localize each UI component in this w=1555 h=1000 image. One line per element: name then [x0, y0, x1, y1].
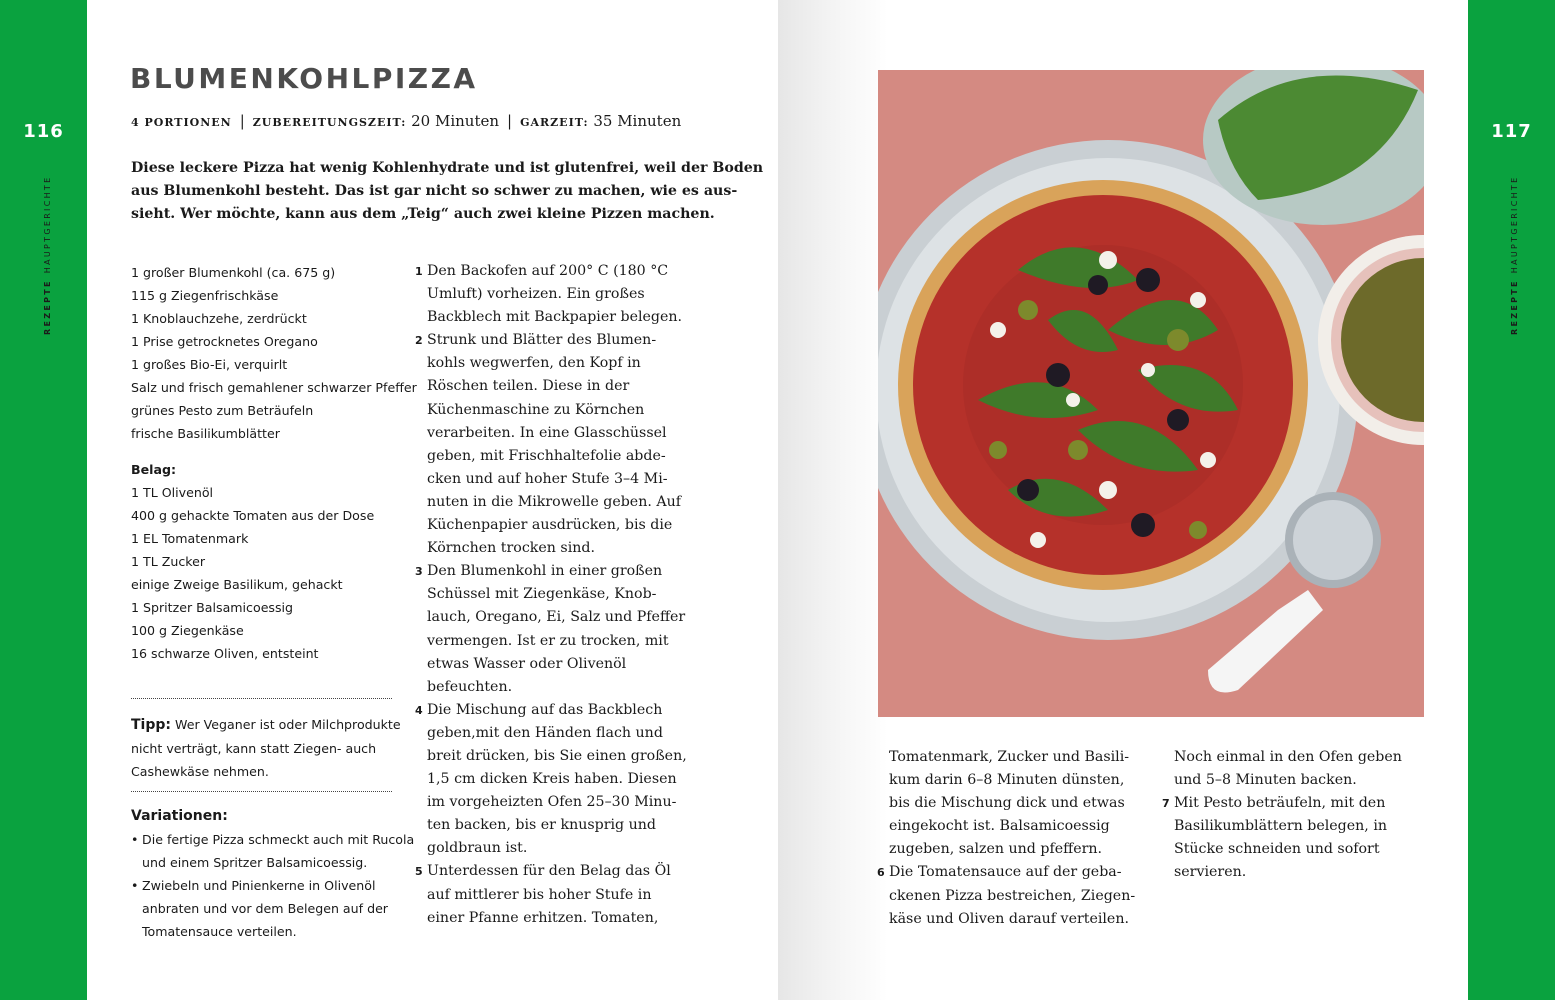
pizza-photo: [878, 70, 1424, 717]
step-line: Küchenmaschine zu Körnchen: [427, 401, 645, 418]
ingredient-item: 115 g Ziegenfrischkäse: [131, 288, 279, 303]
ingredient-item: Salz und frisch gemahlener schwarzer Pfeffer: [131, 380, 417, 395]
recipe-meta: 4 PORTIONEN | ZUBEREITUNGSZEIT: 20 Minuten | GARZEIT: 35 Minuten: [131, 112, 682, 130]
step-number: 6: [877, 866, 885, 880]
intro-line: aus Blumenkohl besteht. Das ist gar nicht so schwer zu machen, wie es aus-: [131, 183, 738, 199]
pizza-illustration: [878, 70, 1424, 717]
topping-item: 16 schwarze Oliven, entsteint: [131, 646, 319, 661]
variation-item: • Zwiebeln und Pinienkerne in Olivenöl: [131, 874, 414, 897]
step-line: Körnchen trocken sind.: [427, 540, 595, 557]
section-label-bold: REZEPTE: [1510, 279, 1519, 335]
step-line: nuten in die Mikrowelle geben. Auf: [427, 493, 681, 510]
intro-text: [131, 157, 764, 226]
step-line: vermengen. Ist er zu trocken, mit: [427, 632, 669, 649]
bullet: •: [131, 878, 139, 893]
step-line: 2 Strunk und Blätter des Blumen-: [415, 329, 687, 352]
step-number: 3: [415, 565, 423, 579]
step-line: geben,mit den Händen flach und: [427, 724, 663, 741]
variation-item: Tomatensauce verteilen.: [142, 924, 297, 939]
variations-box: [131, 805, 414, 943]
step-number: 7: [1162, 797, 1170, 811]
step-line: 1 Den Backofen auf 200° C (180 °C: [415, 260, 687, 283]
step-line: kum darin 6–8 Minuten dünsten,: [889, 772, 1125, 789]
method-steps-left: [415, 260, 687, 930]
step-line: Schüssel mit Ziegenkäse, Knob-: [427, 586, 657, 603]
step-line: und 5–8 Minuten backen.: [1174, 772, 1357, 789]
step-line: breit drücken, bis Sie einen großen,: [427, 747, 687, 764]
step-line: 5 Unterdessen für den Belag das Öl: [415, 860, 687, 883]
ingredient-item: 1 großer Blumenkohl (ca. 675 g): [131, 265, 336, 280]
step-line: cken und auf hoher Stufe 3–4 Mi-: [427, 470, 668, 487]
step-line: zugeben, salzen und pfeffern.: [889, 841, 1103, 858]
portions: 4 PORTIONEN: [131, 116, 232, 129]
step-line: Basilikumblättern belegen, in: [1174, 818, 1387, 835]
step-line: Backblech mit Backpapier belegen.: [427, 309, 683, 326]
step-line: 4 Die Mischung auf das Backblech: [415, 699, 687, 722]
step-line: kohls wegwerfen, den Kopf in: [427, 355, 641, 372]
prep-label: ZUBEREITUNGSZEIT:: [252, 116, 407, 129]
step-line: servieren.: [1174, 864, 1247, 881]
prep-value: 20 Minuten: [411, 112, 500, 130]
bullet: •: [131, 832, 139, 847]
cook-label: GARZEIT:: [520, 116, 589, 129]
step-line: 1,5 cm dicken Kreis haben. Diesen: [427, 771, 677, 788]
step-line: im vorgeheizten Ofen 25–30 Minu-: [427, 794, 677, 811]
section-label-left: [43, 176, 52, 335]
topping-item: 400 g gehackte Tomaten aus der Dose: [131, 508, 375, 523]
cook-value: 35 Minuten: [593, 112, 682, 130]
step-line: goldbraun ist.: [427, 840, 528, 857]
dotted-divider: [131, 791, 392, 792]
tip-label: Tipp:: [131, 717, 171, 733]
step-line: Noch einmal in den Ofen geben: [1174, 749, 1402, 765]
variation-item: • Die fertige Pizza schmeckt auch mit Rucola: [131, 828, 414, 851]
section-label-bold: REZEPTE: [43, 279, 52, 335]
right-margin-bar: [1468, 0, 1555, 1000]
step-line: etwas Wasser oder Olivenöl: [427, 655, 627, 672]
step-line: käse und Oliven darauf verteilen.: [889, 910, 1129, 927]
step-number: 4: [415, 703, 423, 717]
step-line: befeuchten.: [427, 678, 513, 695]
step-line: bis die Mischung dick und etwas: [889, 795, 1125, 812]
recipe-title: BLUMENKOHLPIZZA: [130, 62, 478, 95]
topping-item: 100 g Ziegenkäse: [131, 623, 244, 638]
step-line: Küchenpapier ausdrücken, bis die: [427, 517, 673, 534]
tip-text: nicht verträgt, kann statt Ziegen- auch: [131, 741, 377, 756]
section-label-rest: HAUPTGERICHTE: [43, 175, 52, 274]
step-line: ten backen, bis er knusprig und: [427, 817, 656, 834]
topping-item: 1 TL Olivenöl: [131, 485, 214, 500]
topping-item: einige Zweige Basilikum, gehackt: [131, 577, 343, 592]
ingredient-item: 1 großes Bio-Ei, verquirlt: [131, 357, 288, 372]
step-line: auf mittlerer bis hoher Stufe in: [427, 886, 652, 903]
variation-item: und einem Spritzer Balsamicoessig.: [142, 855, 368, 870]
variation-item: anbraten und vor dem Belegen auf der: [142, 901, 388, 916]
step-line: geben, mit Frischhaltefolie abde-: [427, 447, 666, 464]
left-margin-bar: [0, 0, 87, 1000]
intro-line: sieht. Wer möchte, kann aus dem „Teig“ auch zwei kleine Pizzen machen.: [131, 206, 715, 222]
step-line: 6 Die Tomatensauce auf der geba-: [877, 861, 1135, 884]
section-label-right: [1510, 176, 1519, 335]
topping-list: [131, 458, 374, 665]
topping-item: 1 Spritzer Balsamicoessig: [131, 600, 294, 615]
step-line: verarbeiten. In eine Glasschüssel: [427, 424, 667, 441]
step-number: 1: [415, 265, 423, 278]
tip-text: Cashewkäse nehmen.: [131, 764, 269, 779]
step-line: Röschen teilen. Diese in der: [427, 378, 630, 395]
section-label-rest: HAUPTGERICHTE: [1510, 175, 1519, 274]
step-line: ckenen Pizza bestreichen, Ziegen-: [889, 887, 1136, 904]
step-line: lauch, Oregano, Ei, Salz und Pfeffer: [427, 609, 686, 626]
method-steps-right-col2: [1162, 746, 1402, 885]
ingredient-item: 1 Prise getrocknetes Oregano: [131, 334, 318, 349]
step-line: Tomatenmark, Zucker und Basili-: [889, 749, 1130, 765]
variations-heading: Variationen:: [131, 808, 228, 824]
step-line: einer Pfanne erhitzen. Tomaten,: [427, 909, 659, 926]
page-number-right: 117: [1491, 121, 1532, 142]
topping-heading: Belag:: [131, 462, 177, 477]
step-line: eingekocht ist. Balsamicoessig: [889, 818, 1110, 835]
step-number: 5: [415, 865, 423, 879]
step-line: Stücke schneiden und sofort: [1174, 841, 1380, 858]
step-line: Umluft) vorheizen. Ein großes: [427, 286, 645, 303]
topping-item: 1 TL Zucker: [131, 554, 206, 569]
ingredient-list: [131, 261, 417, 445]
topping-item: 1 EL Tomatenmark: [131, 531, 249, 546]
ingredient-item: 1 Knoblauchzehe, zerdrückt: [131, 311, 307, 326]
tip-text: Wer Veganer ist oder Milchprodukte: [171, 717, 401, 732]
method-steps-right-col1: [877, 746, 1135, 931]
intro-line: Diese leckere Pizza hat wenig Kohlenhydrate und ist glutenfrei, weil der Boden: [131, 160, 764, 176]
ingredient-item: frische Basilikumblätter: [131, 426, 280, 441]
step-number: 2: [415, 334, 423, 348]
step-line: 7 Mit Pesto beträufeln, mit den: [1162, 792, 1402, 815]
step-line: 3 Den Blumenkohl in einer großen: [415, 560, 687, 583]
ingredient-item: grünes Pesto zum Beträufeln: [131, 403, 314, 418]
dotted-divider: [131, 698, 392, 699]
page-number-left: 116: [23, 121, 64, 142]
tip-box: [131, 713, 401, 783]
